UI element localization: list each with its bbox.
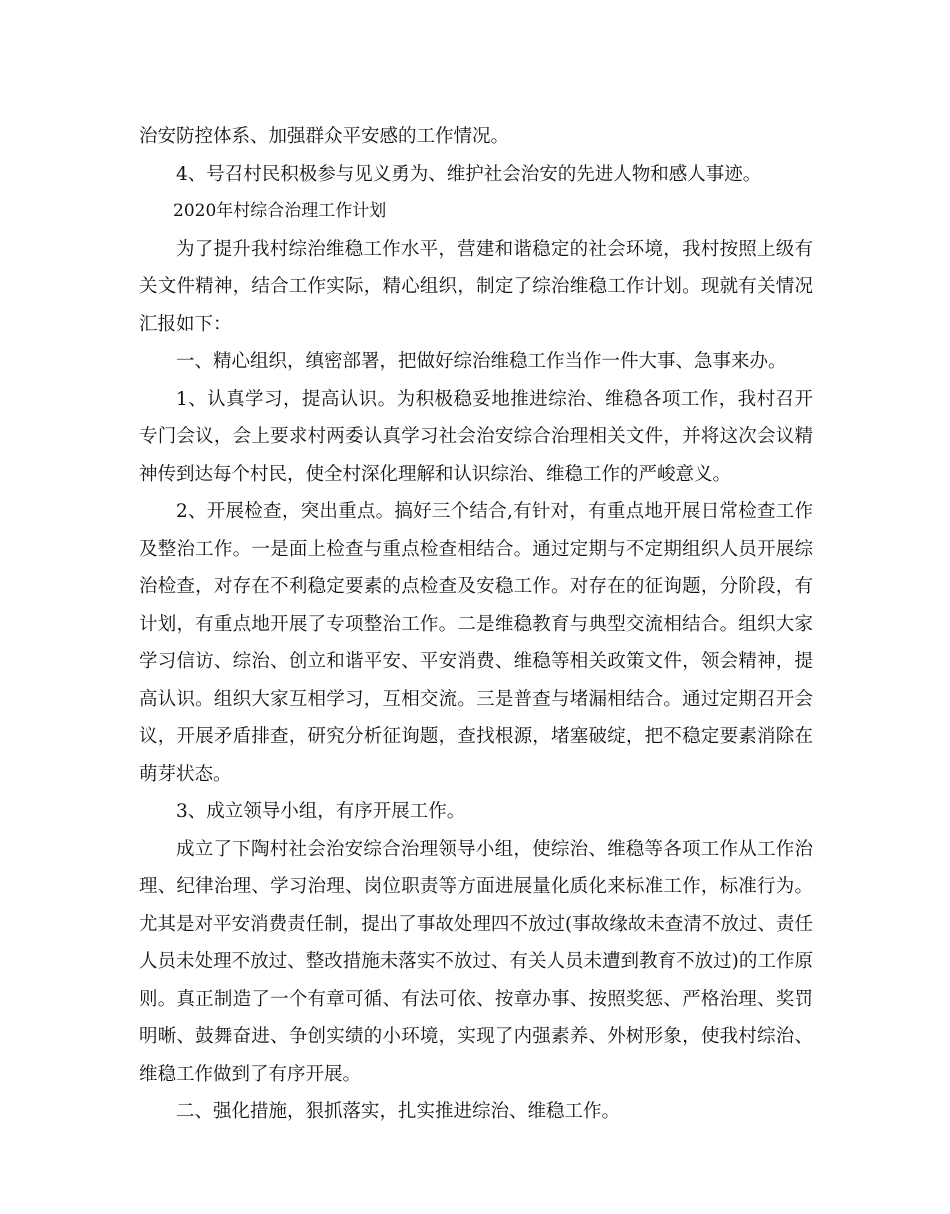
paragraph-intro: 为了提升我村综治维稳工作水平，营建和谐稳定的社会环境，我村按照上级有关文件精神，结合工作实际，精心组织，制定了综治维稳工作计划。现就有关情况汇报如下： — [139, 238, 813, 335]
document-body — [139, 118, 813, 1131]
paragraph-item-3: 3、成立领导小组，有序开展工作。 — [176, 801, 466, 822]
heading-two: 二、强化措施，狠抓落实，扎实推进综治、维稳工作。 — [176, 1101, 621, 1122]
heading-one: 一、精心组织，缜密部署，把做好综治维稳工作当作一件大事、急事来办。 — [176, 351, 787, 372]
paragraph-leadership-group: 成立了下陶村社会治安综合治理领导小组，使综治、维稳等各项工作从工作治理、纪律治理、学习治理、岗位职责等方面进展量化质化来标准工作，标准行为。尤其是对平安消费责任制，提出了事故处理四不放过(事故缘故未查清不放过、责任人员未处理不放过、整改措施未落实不放过、有关人员未遭到教育不放过)的工作原则。真正制造了一个有章可循、有法可依、按章办事、按照奖惩、严格治理、奖罚明晰、鼓舞奋进、争创实绩的小环境，实现了内强素养、外树形象，使我村综治、维稳工作做到了有序开展。 — [139, 838, 813, 1085]
paragraph-item-2: 2、开展检查，突出重点。搞好三个结合,有针对，有重点地开展日常检查工作及整治工作。一是面上检查与重点检查相结合。通过定期与不定期组织人员开展综治检查，对存在不利稳定要素的点检查及安稳工作。对存在的征询题，分阶段，有计划，有重点地开展了专项整治工作。二是维稳教育与典型交流相结合。组织大家学习信访、综治、创立和谐平安、平安消费、维稳等相关政策文件，领会精神，提高认识。组织大家互相学习，互相交流。三是普查与堵漏相结合。通过定期召开会议，开展矛盾排查，研究分析征询题，查找根源，堵塞破绽，把不稳定要素消除在萌芽状态。 — [139, 501, 813, 785]
paragraph-item-1: 1、认真学习，提高认识。为积极稳妥地推进综治、维稳各项工作，我村召开专门会议，会上要求村两委认真学习社会治安综合治理相关文件，并将这次会议精神传到达每个村民，使全村深化理解和认识综治、维稳工作的严峻意义。 — [139, 388, 813, 485]
paragraph-continuation: 治安防控体系、加强群众平安感的工作情况。 — [139, 126, 510, 147]
section-title: 2020年村综合治理工作计划 — [173, 201, 387, 221]
paragraph-item-4: 4、号召村民积极参与见义勇为、维护社会治安的先进人物和感人事迹。 — [176, 163, 762, 185]
